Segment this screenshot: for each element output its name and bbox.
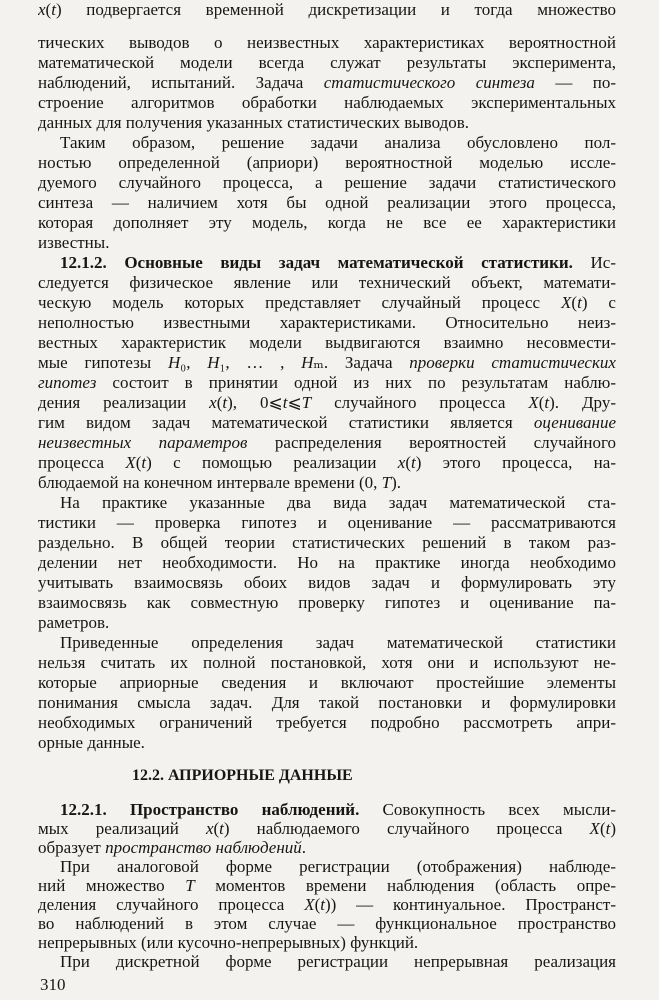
text-line (38, 453, 616, 473)
page-number: 310 (40, 975, 66, 994)
text-line (60, 952, 616, 972)
text-line (38, 876, 616, 896)
text-run: ностью определенной (априори) вероятностной моделью иссле- (38, 153, 616, 172)
text-line (38, 933, 616, 953)
text-run: тических выводов о неизвестных характеристиках вероятностной (38, 33, 616, 52)
text-line (38, 693, 616, 713)
text-run: случайного процесса (311, 393, 529, 412)
text-run: t (544, 393, 550, 412)
text-line (38, 713, 616, 733)
text-run: распределения вероятностей случайного (247, 433, 616, 452)
text-run: ⩽ (287, 393, 302, 412)
text-line (132, 766, 532, 786)
text-run: 12.2. АПРИОРНЫЕ ДАННЫЕ (132, 767, 353, 784)
text-run: понимания смысла задач. Для такой постановки и формулировки (38, 693, 616, 712)
text-run: ( (213, 819, 220, 838)
text-line (60, 253, 616, 273)
text-run: дения реализации (38, 393, 210, 412)
text-run: синтеза — наличием хотя бы одной реализации этого процесса, (38, 193, 616, 212)
text-run: раметров. (38, 613, 110, 632)
text-run: ( (571, 293, 578, 312)
text-run: непрерывных (или кусочно-непрерывных) функций. (38, 933, 419, 952)
text-run: которые априорные сведения и включают простейшие элементы (38, 673, 616, 692)
text-line (38, 819, 616, 839)
text-run: На практике указанные два вида задач математической ста- (60, 493, 616, 512)
text-line (38, 353, 616, 373)
text-run: моментов времени наблюдения (область опре- (194, 876, 616, 895)
text-run: деления случайного процесса (38, 895, 305, 914)
text-run: — по- (534, 73, 616, 92)
text-run: ( (135, 453, 142, 472)
text-line (38, 733, 616, 753)
text-line (38, 313, 616, 333)
text-run: 12.1.2. Основные виды задач математической статистики. (60, 253, 573, 272)
text-line (38, 838, 616, 858)
text-run: H (207, 353, 220, 372)
text-run: Совокупность всех мысли- (359, 800, 616, 819)
text-line (38, 533, 616, 553)
text-run: При дискретной форме регистрации непрерывная реализация (60, 952, 616, 971)
text-run: блюдаемой на конечном интервале времени (0, (38, 473, 382, 492)
text-line (38, 573, 616, 593)
text-run: данных для получения указанных статистических выводов. (38, 113, 470, 132)
text-line (38, 213, 616, 233)
text-run: ческую модель которых представляет случайный процесс (38, 293, 562, 312)
text-run: ) этого процесса, на- (415, 453, 616, 472)
text-run: X (528, 393, 539, 412)
text-run: t (219, 819, 224, 838)
text-run: t (51, 0, 56, 19)
text-run: учитывать взаимосвязь обоих видов задач и формулировать эту (38, 573, 616, 592)
text-line (38, 373, 616, 393)
text-run: ) (610, 819, 616, 838)
text-run: ) подвергается временной дискретизации и тогда множество (55, 0, 616, 19)
text-run: ) с (581, 293, 616, 312)
text-run: оценивание (533, 413, 616, 432)
text-run: наблюдений, испытаний. Задача (38, 73, 324, 92)
text-run: мые гипотезы (38, 353, 168, 372)
text-run: t (577, 293, 582, 312)
text-run: x (205, 819, 214, 838)
text-line (38, 393, 616, 413)
text-line (38, 0, 616, 20)
text-run: неизвестных параметров (38, 433, 248, 452)
text-run: t (605, 819, 611, 838)
text-line (38, 673, 616, 693)
text-run: ). (391, 473, 402, 492)
text-line (38, 273, 616, 293)
text-run: ) с помощью реализации (146, 453, 398, 472)
text-run: следуется физическое явление или технический объект, математи- (38, 273, 616, 292)
text-run: T (185, 876, 195, 895)
text-run: Таким образом, решение задачи анализа обусловлено пол- (60, 133, 616, 152)
text-run: необходимых ограничений требуется подробно рассмотреть апри- (38, 713, 616, 732)
text-line (38, 593, 616, 613)
text-run: H (167, 353, 181, 372)
text-run: ( (45, 0, 52, 19)
text-line (38, 293, 616, 313)
text-run: проверки статистических (409, 353, 616, 372)
text-run: ( (216, 393, 223, 412)
text-run: ( (538, 393, 545, 412)
text-line (38, 433, 616, 453)
text-run: T (381, 473, 392, 492)
text-run: x (209, 393, 217, 412)
text-run: ( (314, 895, 321, 914)
text-line (38, 113, 616, 133)
text-line (60, 800, 616, 820)
text-line (38, 473, 616, 493)
text-run: известны. (38, 233, 110, 252)
text-run: мых реализаций (38, 819, 206, 838)
text-line (60, 857, 616, 877)
text-run: математической модели всегда служат результаты эксперимента, (38, 53, 616, 72)
text-run: x (38, 0, 46, 19)
text-run: t (411, 453, 416, 472)
text-run: t (141, 453, 147, 472)
text-run: x (397, 453, 406, 472)
text-run: )) — континуальное. Пространст- (325, 895, 616, 914)
text-run: При аналоговой форме регистрации (отображения) наблюде- (60, 857, 616, 876)
text-run: дуемого случайного процесса, а решение задачи статистического (38, 173, 616, 192)
text-run: ₁, … , (219, 353, 302, 372)
text-run: X (589, 819, 600, 838)
text-line (38, 513, 616, 533)
text-run: образует (38, 838, 106, 857)
text-line (38, 53, 616, 73)
text-run: X (304, 895, 315, 914)
text-line (60, 633, 616, 653)
text-run: ₘ. Задача (313, 353, 410, 372)
text-run: Ис- (572, 253, 616, 272)
text-line (38, 653, 616, 673)
text-run: процесса (38, 453, 126, 472)
text-line (38, 413, 616, 433)
text-run: X (125, 453, 136, 472)
text-run: орные данные. (38, 733, 145, 752)
text-run: t (282, 393, 288, 412)
text-line (38, 613, 616, 633)
text-run: ( (405, 453, 412, 472)
text-run: строение алгоритмов обработки наблюдаемых экспериментальных (38, 93, 616, 112)
text-line (38, 233, 616, 253)
text-run: которая дополняет эту модель, когда не все ее характеристики (38, 213, 616, 232)
text-run: пространство наблюдений (105, 838, 302, 857)
text-line (38, 153, 616, 173)
text-run: раздельно. В общей теории статистических решений в таком раз- (38, 533, 616, 552)
text-line (60, 493, 616, 513)
text-run: неполностью известными характеристиками. Относительно неиз- (38, 313, 616, 332)
text-run: 12.2.1. Пространство наблюдений. (60, 800, 360, 819)
text-run: T (301, 393, 312, 412)
text-run: ₀, (180, 353, 208, 372)
text-run: ) наблюдаемого случайного процесса (223, 819, 590, 838)
text-line (38, 895, 616, 915)
text-line (60, 133, 616, 153)
text-line (38, 73, 616, 93)
text-line (38, 914, 616, 934)
text-run: статистического синтеза (323, 73, 535, 92)
text-run: . (301, 838, 307, 857)
text-run: t (320, 895, 325, 914)
text-line (38, 193, 616, 213)
text-line (38, 173, 616, 193)
text-line (38, 333, 616, 353)
text-run: взаимосвязь как совместную проверку гипотез и оценивание па- (38, 593, 616, 612)
text-run: t (222, 393, 228, 412)
text-run: ( (599, 819, 606, 838)
text-run: ний множество (38, 876, 186, 895)
text-run: ), 0⩽ (227, 393, 283, 412)
text-run: Приведенные определения задач математической статистики (60, 633, 616, 652)
text-run: ). Дру- (549, 393, 616, 412)
text-run: тистики — проверка гипотез и оценивание — рассматриваются (38, 513, 616, 532)
text-run: гипотез (38, 373, 97, 392)
text-run: делении нет необходимости. Но на практике иногда необходимо (38, 553, 616, 572)
text-run: состоит в принятии одной из них по результатам наблю- (96, 373, 616, 392)
text-run: H (301, 353, 314, 372)
text-run: нельзя считать их полной постановкой, хотя они и используют не- (38, 653, 616, 672)
text-line (38, 33, 616, 53)
text-line (38, 93, 616, 113)
text-run: во наблюдений в этом случае — функциональное пространство (38, 914, 616, 933)
text-line (38, 553, 616, 573)
text-run: вестных характеристик модели выдвигаются взаимно несовмести- (38, 333, 616, 352)
text-run: гим видом задач математической статистики является (38, 413, 534, 432)
text-run: X (561, 293, 572, 312)
